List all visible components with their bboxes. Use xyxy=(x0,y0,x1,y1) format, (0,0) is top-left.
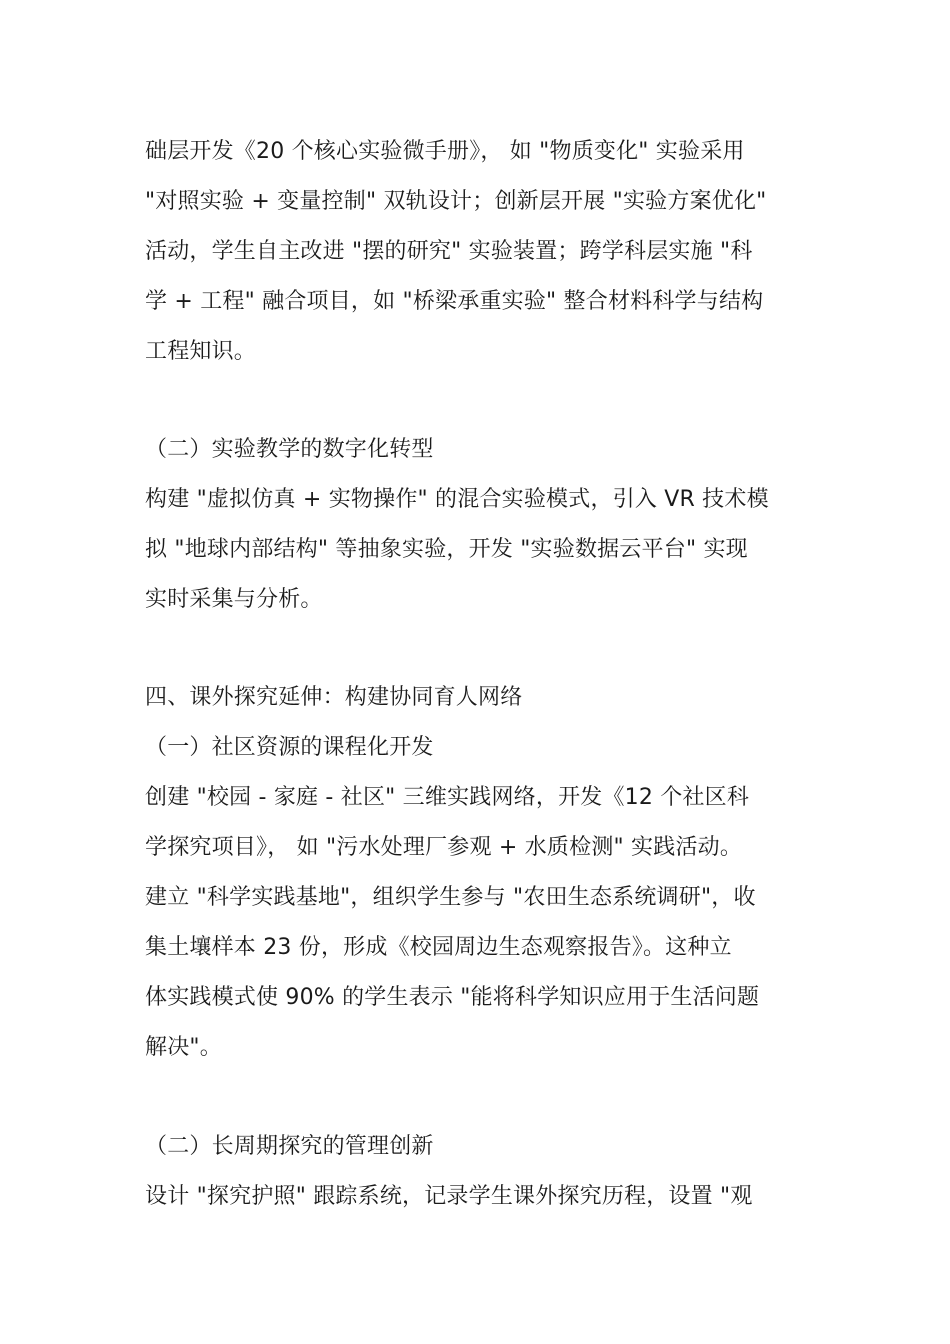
paragraph-line: 构建 "虚拟仿真 + 实物操作" 的混合实验模式，引入 VR 技术模 xyxy=(145,487,769,512)
paragraph-line: 学探究项目》， 如 "污水处理厂参观 + 水质检测" 实践活动。 xyxy=(145,835,743,860)
chapter-heading: 四、课外探究延伸：构建协同育人网络 xyxy=(145,685,523,710)
paragraph-line: 础层开发《20 个核心实验微手册》， 如 "物质变化" 实验采用 xyxy=(145,139,745,164)
paragraph-line: "对照实验 + 变量控制" 双轨设计；创新层开展 "实验方案优化" xyxy=(145,189,767,214)
paragraph-line: 建立 "科学实践基地"，组织学生参与 "农田生态系统调研"，收 xyxy=(145,885,756,910)
paragraph-line: 设计 "探究护照" 跟踪系统，记录学生课外探究历程，设置 "观 xyxy=(145,1184,753,1209)
paragraph-line: 实时采集与分析。 xyxy=(145,587,323,612)
paragraph-line: 工程知识。 xyxy=(145,339,257,364)
paragraph-line: 活动，学生自主改进 "摆的研究" 实验装置；跨学科层实施 "科 xyxy=(145,239,753,264)
paragraph-line: 学 + 工程" 融合项目，如 "桥梁承重实验" 整合材料科学与结构 xyxy=(145,289,764,314)
paragraph-line: 体实践模式使 90% 的学生表示 "能将科学知识应用于生活问题 xyxy=(145,985,760,1010)
paragraph-line: 解决"。 xyxy=(145,1035,222,1060)
section-heading: （二）实验教学的数字化转型 xyxy=(145,437,434,462)
paragraph-line: 创建 "校园 - 家庭 - 社区" 三维实践网络，开发《12 个社区科 xyxy=(145,785,750,810)
section-heading: （一）社区资源的课程化开发 xyxy=(145,735,434,760)
paragraph-line: 拟 "地球内部结构" 等抽象实验，开发 "实验数据云平台" 实现 xyxy=(145,537,748,562)
paragraph-line: 集土壤样本 23 份，形成《校园周边生态观察报告》。这种立 xyxy=(145,935,732,960)
section-heading: （二）长周期探究的管理创新 xyxy=(145,1134,434,1159)
